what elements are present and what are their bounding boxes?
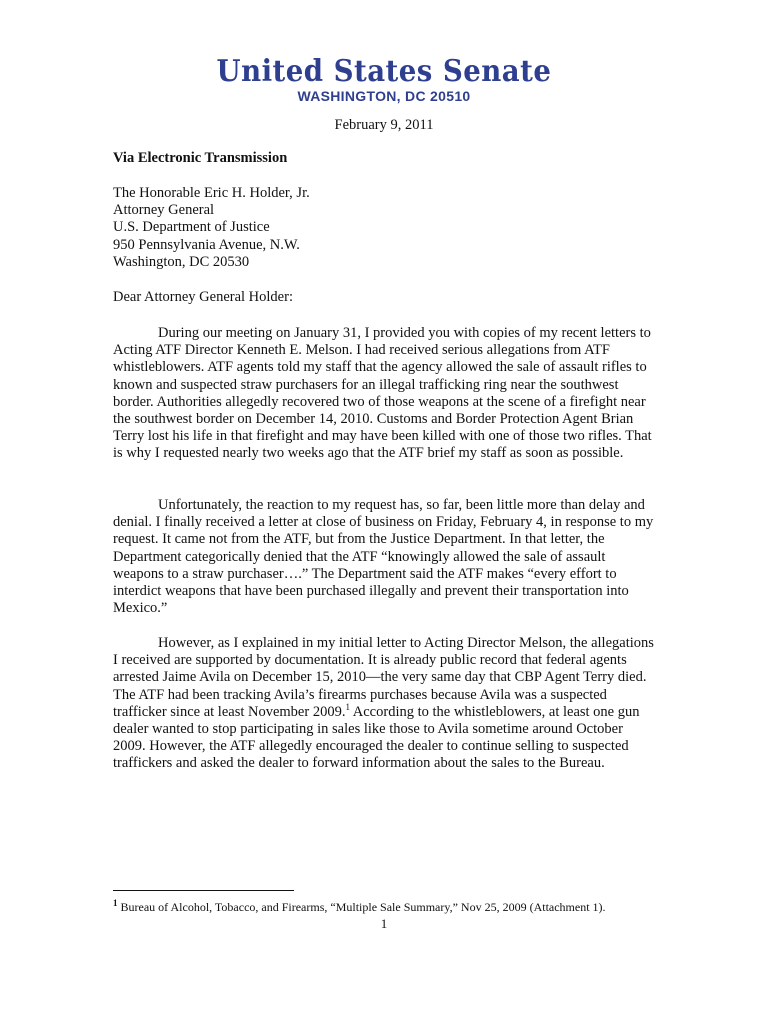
address-line: Washington, DC 20530 — [113, 253, 250, 270]
letter-date: February 9, 2011 — [334, 117, 434, 133]
senate-city: WASHINGTON, DC 20510 — [297, 88, 471, 104]
address-line: The Honorable Eric H. Holder, Jr. — [113, 185, 310, 201]
body-paragraph-3 — [113, 635, 658, 773]
page-number: 1 — [380, 916, 388, 931]
footnote-marker: 1 — [345, 701, 350, 712]
body-paragraph-1: During our meeting on January 31, I provided you with copies of my recent letters to Acting ATF Director Kenneth E. Melson. I had received serious allegations from ATF whistleblowers. ATF agents told my staff that the agency allowed the sale of assault rifles to known and suspected straw purchasers for an illegal trafficking ring near the southwest border. Authorities allegedly recovered two of those weapons at the scene of a firefight near the southwest border on December 14, 2010. Customs and Border Protection Agent Brian Terry lost his life in that firefight and may have been killed with one of those two rifles. That is why I requested nearly two weeks ago that the ATF brief my staff as soon as possible. — [113, 325, 652, 462]
paragraph-3-part-2: According to the whistleblowers, at least one gun dealer wanted to stop participating in sales like those to Avila sometime around October 2009. However, the ATF allegedly encouraged the dealer to continue selling to suspected traffickers and asked the dealer to forward information about the sales to the Bureau. — [113, 703, 640, 772]
address-line: Attorney General — [113, 202, 215, 219]
footnote-text: Bureau of Alcohol, Tobacco, and Firearms, “Multiple Sale Summary,” Nov 25, 2009 (Attachment 1). — [117, 900, 606, 914]
letterhead — [0, 54, 768, 104]
footnote — [113, 898, 673, 915]
footnote-number: 1 — [113, 898, 118, 908]
paragraph-3-part-1: However, as I explained in my initial letter to Acting Director Melson, the allegations I received are supported by documentation. It is already public record that federal agents arrested Jaime Avila on December 15, 2010—the very same day that CBP Agent Terry died. The ATF had been tracking Avila’s firearms purchases because Avila was a suspected trafficker since at least November 2009. — [113, 635, 654, 720]
address-line: 950 Pennsylvania Avenue, N.W. — [113, 236, 300, 253]
address-block — [113, 185, 658, 271]
salutation: Dear Attorney General Holder: — [113, 289, 293, 305]
body-paragraph-2: Unfortunately, the reaction to my request has, so far, been little more than delay and denial. I finally received a letter at close of business on Friday, February 4, in response to my request. It came not from the ATF, but from the Justice Department. In that letter, the Department categorically denied that the ATF “knowingly allowed the sale of assault weapons to a straw purchaser….” The Department said the ATF makes “every effort to interdict weapons that have been purchased illegally and prevent their transportation into Mexico.” — [113, 497, 654, 617]
senate-title: United States Senate — [216, 54, 552, 89]
address-line: U.S. Department of Justice — [113, 219, 270, 236]
transmission-line: Via Electronic Transmission — [113, 150, 288, 166]
footnote-divider — [113, 890, 294, 891]
